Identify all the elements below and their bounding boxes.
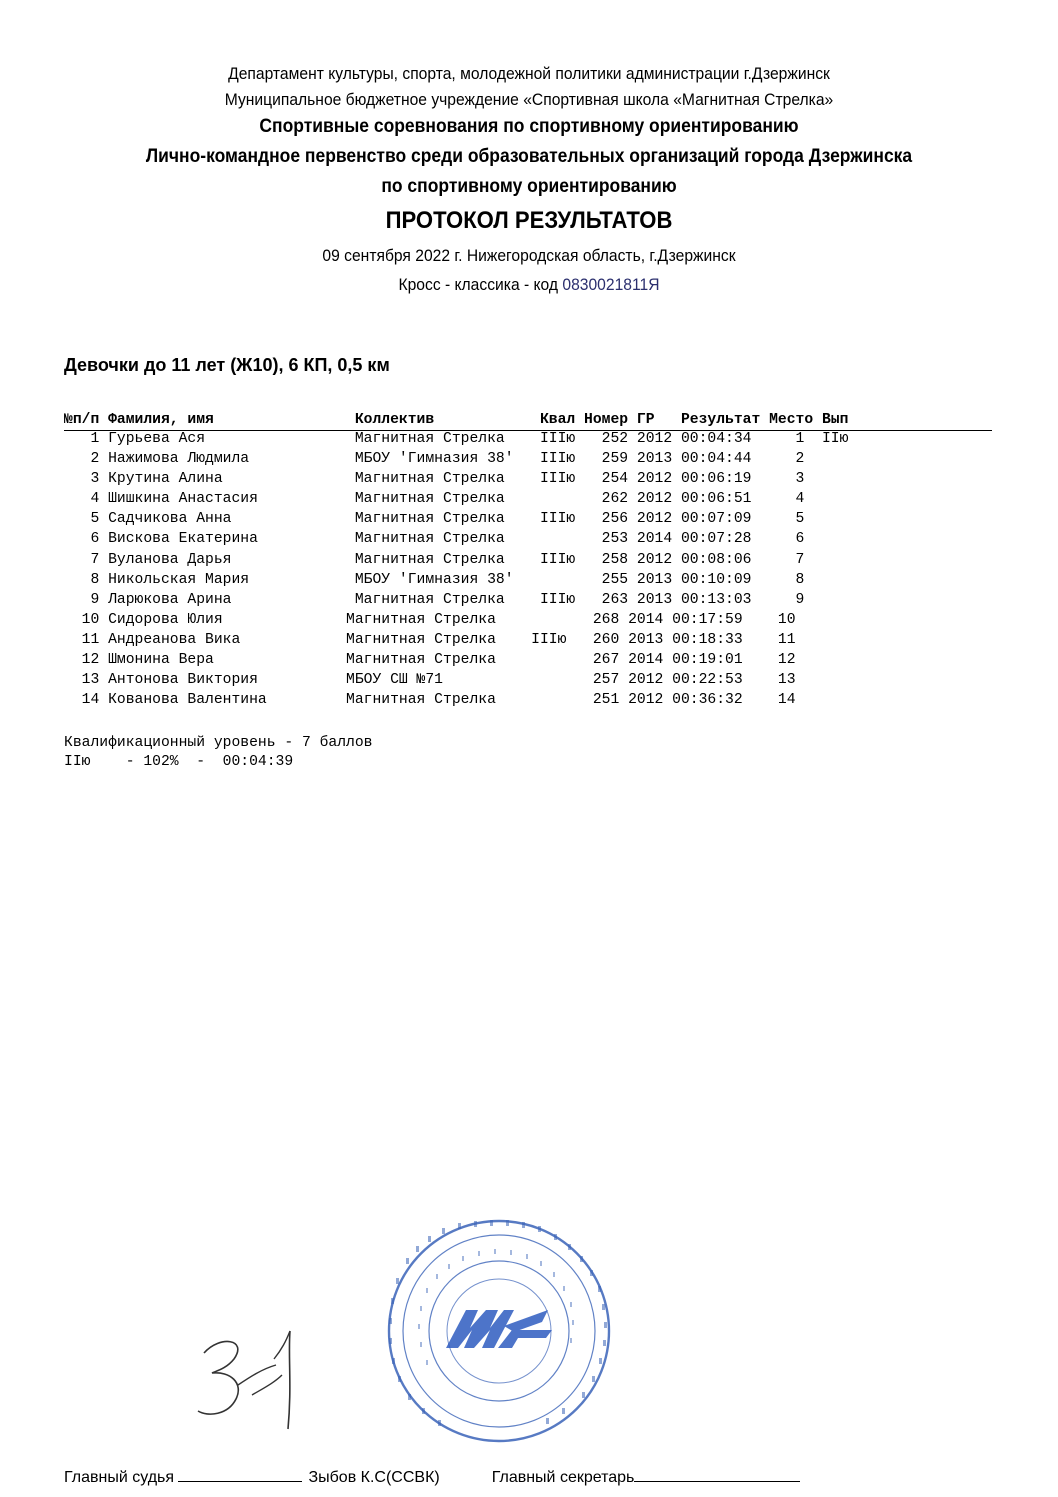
protocol-title: ПРОТОКОЛ РЕЗУЛЬТАТОВ <box>385 207 673 234</box>
chief-secretary-signature-line <box>634 1467 800 1482</box>
table-row: 12 Шмонина Вера Магнитная Стрелка 267 2014 00:19:01 12 <box>64 652 796 669</box>
group-title: Девочки до 11 лет (Ж10), 6 КП, 0,5 км <box>64 355 390 375</box>
table-row: 4 Шишкина Анастасия Магнитная Стрелка 262 2012 00:06:51 4 <box>64 491 805 508</box>
table-row: 1 Гурьева Ася Магнитная Стрелка IIIю 252 2012 00:04:34 1 IIю <box>64 431 849 447</box>
table-row: 6 Вискова Екатерина Магнитная Стрелка 253 2014 00:07:28 6 <box>64 531 805 548</box>
qualification-norm: IIю - 102% - 00:04:39 <box>64 754 294 770</box>
table-row: 3 Крутина Алина Магнитная Стрелка IIIю 254 2012 00:06:19 3 <box>64 471 805 488</box>
header-line-2: Муниципальное бюджетное учреждение «Спортивная школа «Магнитная Стрелка» <box>224 90 834 109</box>
chief-secretary-label: Главный секретарь <box>491 1469 635 1486</box>
date-place: 09 сентября 2022 г. Нижегородская область, г.Дзержинск <box>322 246 736 265</box>
discipline-code: 0830021811Я <box>562 275 660 294</box>
organization-stamp <box>386 1218 612 1444</box>
header-line-3: Спортивные соревнования по спортивному ориентированию <box>259 116 799 137</box>
table-row: 9 Ларюкова Арина Магнитная Стрелка IIIю 263 2013 00:13:03 9 <box>64 591 805 608</box>
chief-judge-name: Зыбов К.С(ССВК) <box>308 1469 440 1486</box>
table-row: 14 Кованова Валентина Магнитная Стрелка 251 2012 00:36:32 14 <box>64 692 796 709</box>
handwritten-signature <box>190 1325 310 1435</box>
discipline-line <box>42 275 1015 295</box>
table-row: 7 Вуланова Дарья Магнитная Стрелка IIIю 258 2012 00:08:06 7 <box>64 551 805 568</box>
table-header: №п/п Фамилия, имя Коллектив Квал Номер ГР Результат Место Вып <box>64 412 849 428</box>
table-row: 2 Нажимова Людмила МБОУ 'Гимназия 38' IIIю 259 2013 00:04:44 2 <box>64 451 805 468</box>
header-line-5: по спортивному ориентированию <box>381 176 677 197</box>
table-row: 13 Антонова Виктория МБОУ СШ №71 257 2012 00:22:53 13 <box>64 672 796 689</box>
signatures-footer <box>64 1467 800 1487</box>
results-table-body <box>64 429 848 710</box>
table-row: 10 Сидорова Юлия Магнитная Стрелка 268 2014 00:17:59 10 <box>64 611 796 628</box>
chief-judge-signature-line <box>178 1467 302 1482</box>
table-row: 5 Садчикова Анна Магнитная Стрелка IIIю 256 2012 00:07:09 5 <box>64 511 805 528</box>
discipline-label: Кросс - классика - код <box>398 275 563 294</box>
chief-judge-label: Главный судья <box>64 1469 179 1486</box>
table-row: 8 Никольская Мария МБОУ 'Гимназия 38' 255 2013 00:10:09 8 <box>64 571 805 588</box>
table-row: 11 Андреанова Вика Магнитная Стрелка IIIю 260 2013 00:18:33 11 <box>64 631 796 648</box>
qualification-level: Квалификационный уровень - 7 баллов <box>64 735 373 751</box>
header-line-4: Лично-командное первенство среди образовательных организаций города Дзержинска <box>145 146 913 167</box>
header-line-1: Департамент культуры, спорта, молодежной политики администрации г.Дзержинск <box>228 64 830 83</box>
